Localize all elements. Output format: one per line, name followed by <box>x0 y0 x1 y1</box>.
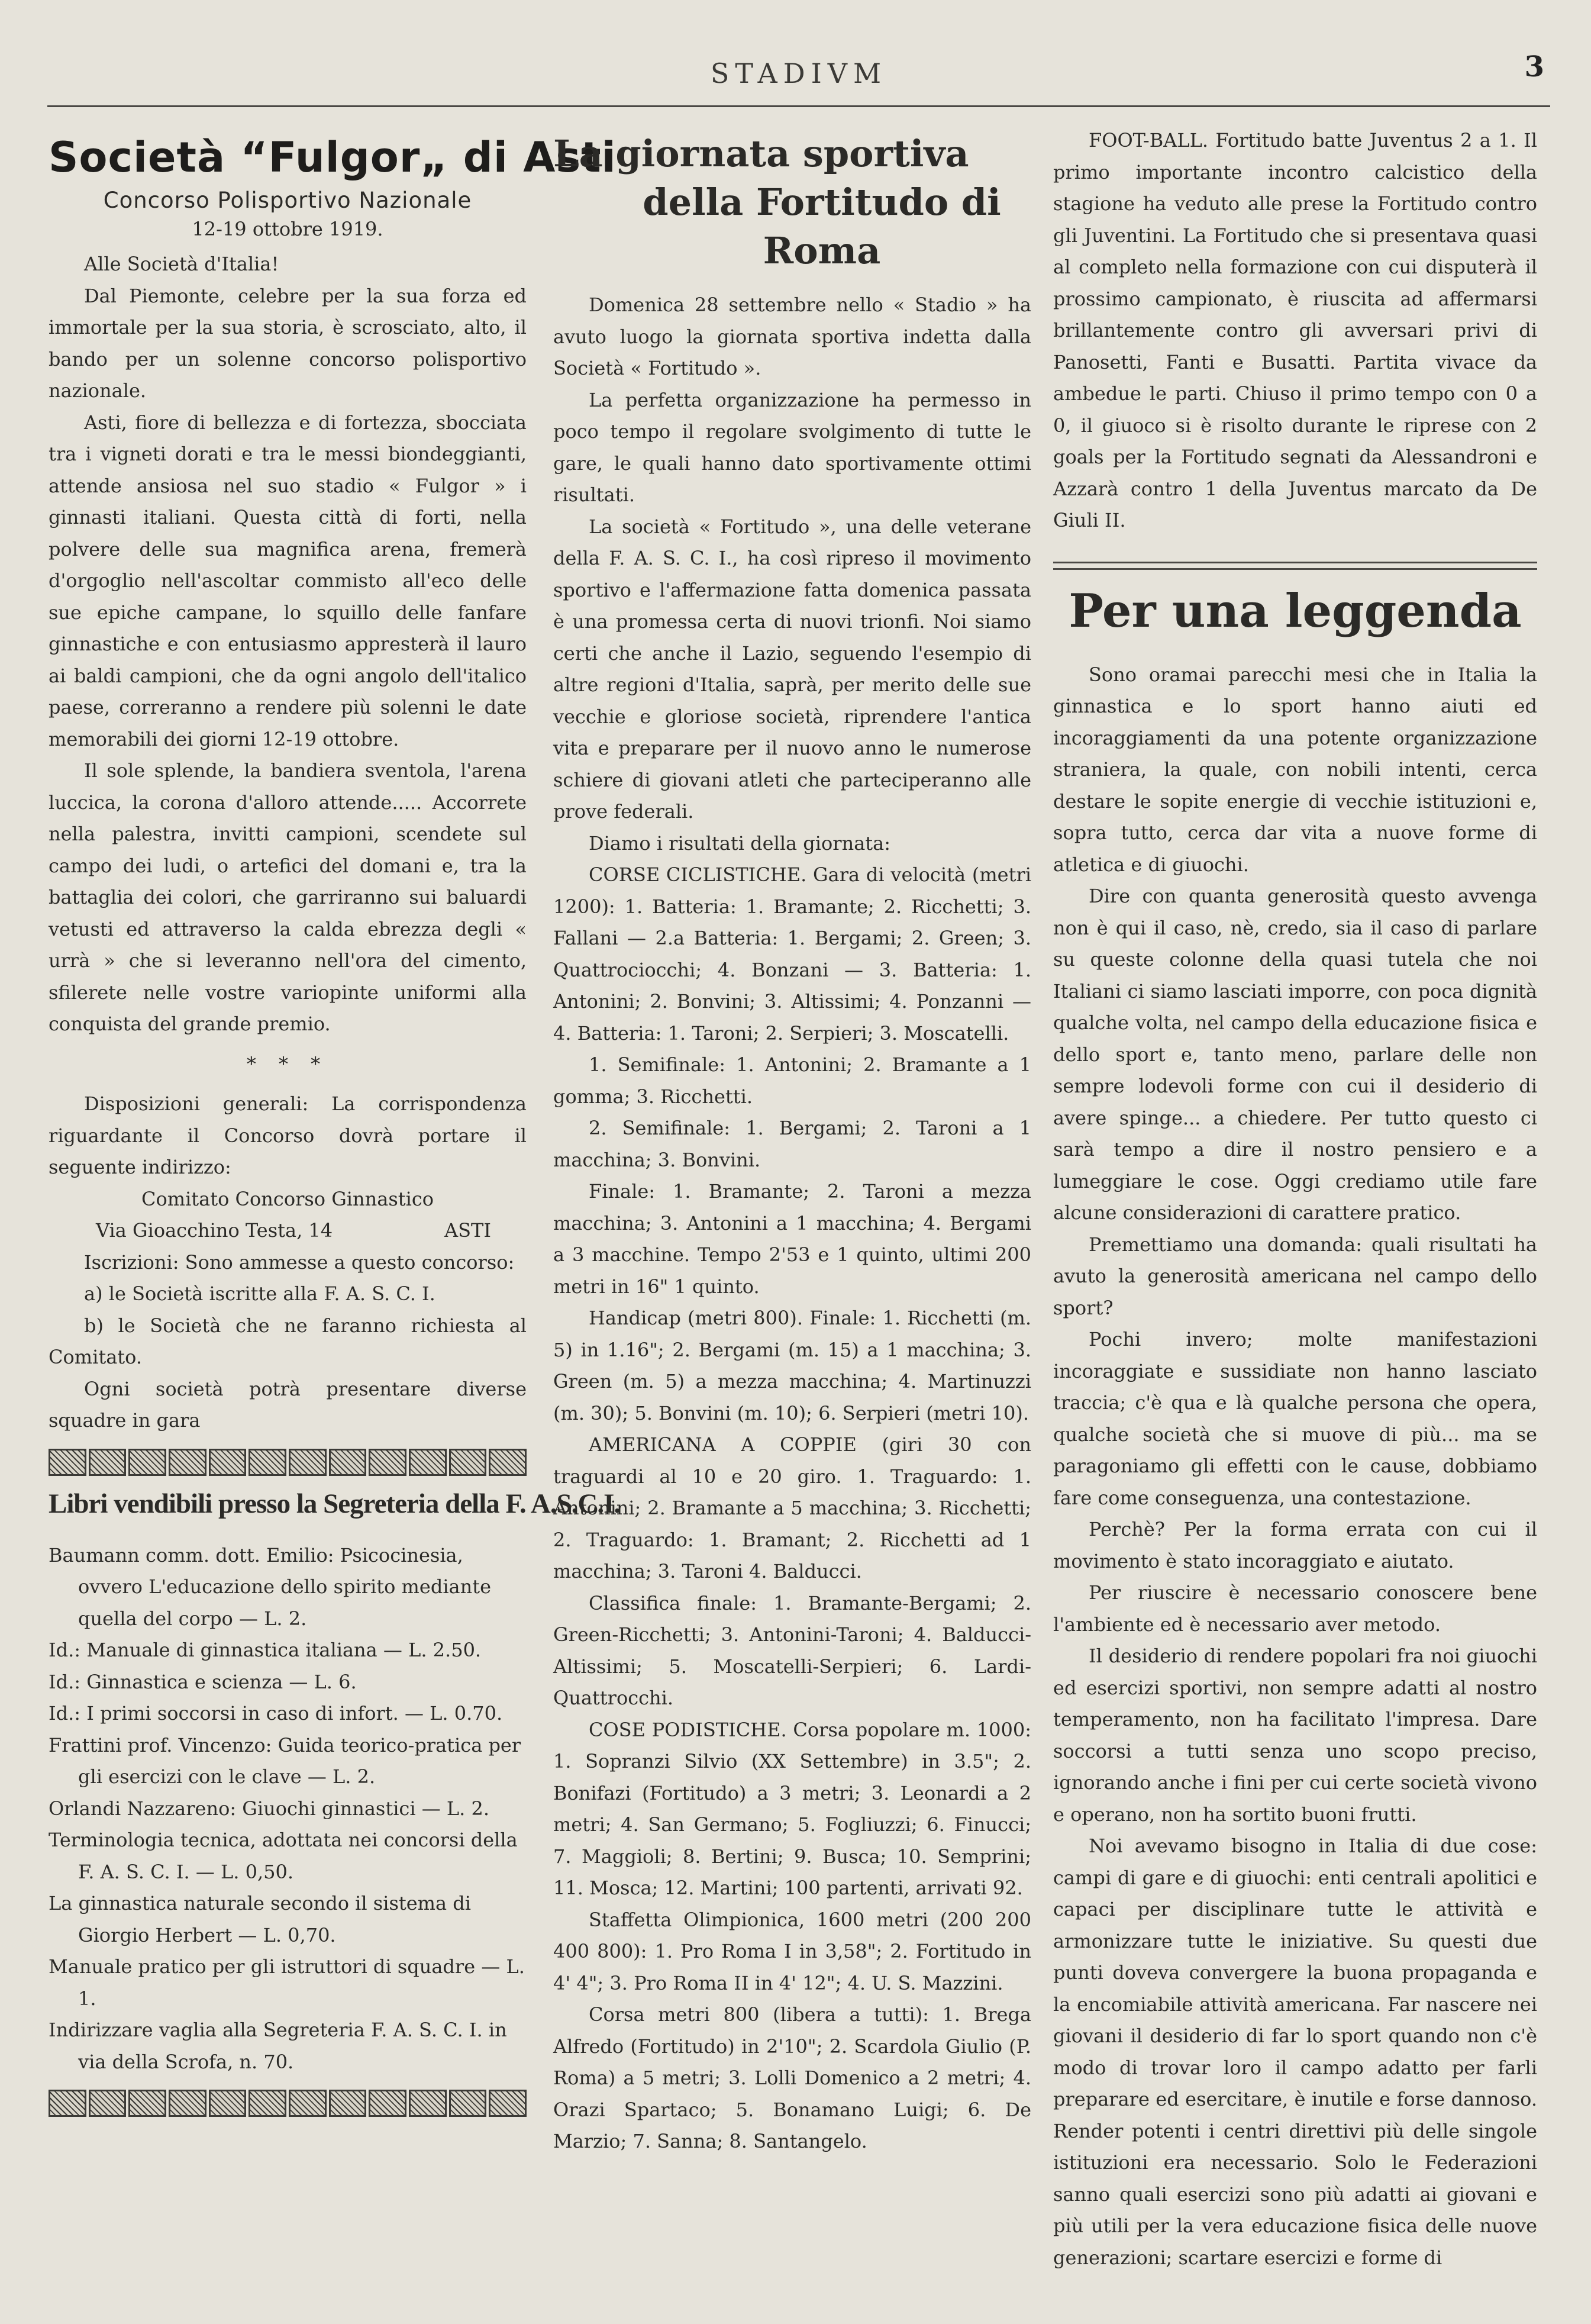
book-entry: Manuale pratico per gli istruttori di squadre — L. 1. <box>49 1955 525 2010</box>
book-entry: Id.: Manuale di ginnastica italiana — L. 2.50. <box>49 1639 482 1661</box>
paragraph: Disposizioni generali: La corrispondenza riguardante il Concorso dovrà portare il seguente indirizzo: <box>49 1092 527 1178</box>
paragraph: Per riuscire è necessario conoscere bene l'ambiente ed è necessario aver metodo. <box>1053 1581 1537 1636</box>
paragraph: Premettiamo una domanda: quali risultati ha avuto la generosità americana nel campo dello sport? <box>1053 1233 1537 1319</box>
paragraph: Domenica 28 settembre nello « Stadio » ha avuto luogo la giornata sportiva indetta dalla Società « Fortitudo ». <box>553 294 1031 379</box>
article-title-fulgor: Società “Fulgor„ di Asti <box>49 133 617 182</box>
paragraph: a) le Società iscritte alla F. A. S. C. I. <box>84 1282 435 1305</box>
book-entry: Id.: I primi soccorsi in caso di infort. — L. 0.70. <box>49 1702 503 1725</box>
book-entry: La ginnastica naturale secondo il sistema di Giorgio Herbert — L. 0,70. <box>49 1892 471 1946</box>
divider <box>1053 562 1537 563</box>
books-title: Libri vendibili presso la Segreteria della F. A.S.C.I. <box>49 1488 621 1519</box>
book-entry: Baumann comm. dott. Emilio: Psicocinesia, ovvero L'educazione dello spirito mediante quella del corpo — L. 2. <box>49 1543 492 1630</box>
paragraph: AMERICANA A COPPIE (giri 30 con traguardi al 10 e 20 giro. 1. Traguardo: 1. Antonini; 2. Bramante a 5 macchina; 3. Ricchetti; 2. Traguardo: 1. Bramant; 2. Ricchetti ad 1 macchina; 3. Taroni 4. Balducci. <box>553 1433 1031 1582</box>
title-line: della Fortitudo di Roma <box>643 180 1001 272</box>
title-line: La giornata sportiva <box>553 132 969 175</box>
books-list <box>49 1540 527 2078</box>
column-right <box>1053 115 1537 2274</box>
header-rule <box>47 105 1550 107</box>
paragraph: b) le Società che ne faranno richiesta al Comitato. <box>49 1314 527 1368</box>
address-line: Comitato Concorso Ginnastico <box>141 1187 434 1210</box>
paragraph: Alle Società d'Italia! <box>84 253 279 275</box>
page-header <box>47 50 1550 98</box>
book-entry: Orlandi Nazzareno: Giuochi ginnastici — L. 2. <box>49 1797 490 1820</box>
paragraph: COSE PODISTICHE. Corsa popolare m. 1000: 1. Sopranzi Silvio (XX Settembre) in 3.5"; 2. Bonifazi (Fortitudo) a 3 metri; 3. Leonardi a 2 metri; 4. San Germano; 5. Fogliuzzi; 6. Finucci; 7. Maggioli; 8. Bertini; 9. Busca; 10. Semprini; 11. Mosca; 12. Martini; 100 partenti, arrivati 92. <box>553 1718 1031 1899</box>
paragraph: Perchè? Per la forma errata con cui il movimento è stato incoraggiato e aiutato. <box>1053 1518 1537 1572</box>
paragraph: Asti, fiore di bellezza e di fortezza, sbocciata tra i vigneti dorati e tra le messi biondeggianti, attende ansiosa nel suo stadio « Fulgor » i ginnasti italiani. Questa città di forti, nella polvere delle sua magnifica arena, fremerà d'orgoglio nell'ascoltar commisto all'eco delle sue epiche campane, lo squillo delle fanfare ginnastiche e con entusiasmo appresterà il lauro ai baldi campioni, che da ogni angolo dell'italico paese, correranno a rendere più solenni le date memorabili dei giorni 12-19 ottobre. <box>49 411 527 750</box>
paragraph: CORSE CICLISTICHE. Gara di velocità (metri 1200): 1. Batteria: 1. Bramante; 2. Ricchetti; 3. Fallani — 2.a Batteria: 1. Bergami; 2. Green; 3. Quattrociocchi; 4. Bonzani — 3. Batteria: 1. Antonini; 2. Bonvini; 3. Altissimi; 4. Ponzanni — 4. Batteria: 1. Taroni; 2. Serpieri; 3. Moscatelli. <box>553 863 1031 1045</box>
article-subtitle: Concorso Polisportivo Nazionale <box>103 188 472 213</box>
paragraph: Handicap (metri 800). Finale: 1. Ricchetti (m. 5) in 1.16"; 2. Bergami (m. 15) a 1 macchina; 3. Green (m. 5) a mezza macchina; 4. Martinuzzi (m. 30); 5. Bonvini (m. 10); 6. Serpieri (metri 10). <box>553 1307 1031 1424</box>
paragraph: Ogni società potrà presentare diverse squadre in gara <box>49 1377 527 1432</box>
page-number: 3 <box>1524 50 1544 83</box>
book-entry: Indirizzare vaglia alla Segreteria F. A. S. C. I. in via della Scrofa, n. 70. <box>49 2019 507 2073</box>
paragraph: FOOT-BALL. Fortitudo batte Juventus 2 a 1. Il primo importante incontro calcistico della stagione ha veduto alle prese la Fortitudo contro gli Juventini. La Fortitudo che si presentava quasi al completo nella formazione con cui disputerà il prossimo campionato, è riuscita ad affermarsi brillantemente contro gli avversari privi di Panosetti, Fanti e Busatti. Partita vivace da ambedue le parti. Chiuso il primo tempo con 0 a 0, il giuoco si è risolto durante le riprese con 2 goals per la Fortitudo segnati da Alessandroni e Azzarà contro 1 della Juventus marcato da De Giuli II. <box>1053 129 1537 531</box>
paragraph: Staffetta Olimpionica, 1600 metri (200 200 400 800): 1. Pro Roma I in 3,58"; 2. Fortitudo in 4' 4"; 3. Pro Roma II in 4' 12"; 4. U. S. Mazzini. <box>553 1908 1031 1994</box>
column-middle <box>553 115 1031 2158</box>
paragraph: Il desiderio di rendere popolari fra noi giuochi ed esercizi sportivi, non sempre adatti al nostro temperamento, non ha facilitato l'impresa. Dare soccorsi a tutti senza uno scopo preciso, ignorando anche i fini per cui certe società vivono e operano, non ha sortito buoni frutti. <box>1053 1645 1537 1826</box>
paragraph: La perfetta organizzazione ha permesso in poco tempo il regolare svolgimento di tutte le gare, le quali hanno dato sportivamente ottimi risultati. <box>553 388 1031 506</box>
article-title-leggenda: Per una leggenda <box>1069 584 1522 638</box>
section-separator: * * * <box>246 1052 329 1075</box>
paragraph: Dire con quanta generosità questo avvenga non è qui il caso, nè, credo, sia il caso di parlare su queste colonne della quasi tutela che noi Italiani ci siamo lasciati imporre, con poca dignità qualche volta, nel campo della educazione fisica e dello sport e, tanto meno, parlare delle non sempre lodevoli forme con cui il desiderio di avere spinge... a chiedere. Per tutto questo ci sarà tempo a dire il nostro pensiero e a lumeggiare le cose. Oggi crediamo utile fare alcune considerazioni di carattere pratico. <box>1053 885 1537 1224</box>
paragraph: Pochi invero; molte manifestazioni incoraggiate e sussidiate non hanno lasciato traccia; c'è qua e là qualche persona che opera, qualche società che si muove di più... ma se paragoniamo gli effetti con le cause, dobbiamo fare come conseguenza, una contestazione. <box>1053 1328 1537 1509</box>
book-entry: Terminologia tecnica, adottata nei concorsi della F. A. S. C. I. — L. 0,50. <box>49 1829 518 1883</box>
running-title: STADIVM <box>710 57 888 89</box>
paragraph: Iscrizioni: Sono ammesse a questo concorso: <box>84 1250 515 1274</box>
article-title-giornata <box>553 130 1031 275</box>
book-entry: Id.: Ginnastica e scienza — L. 6. <box>49 1670 357 1693</box>
paragraph: Dal Piemonte, celebre per la sua forza ed immortale per la sua storia, è scrosciato, alto, il bando per un solenne concorso polisportivo nazionale. <box>49 284 527 402</box>
paragraph: Corsa metri 800 (libera a tutti): 1. Brega Alfredo (Fortitudo) in 2'10"; 2. Scardola Giulio (P. Roma) a 5 metri; 3. Lolli Domenico a 2 metri; 4. Orazi Spartaco; 5. Bonamano Luigi; 6. De Marzio; 7. Sanna; 8. Santangelo. <box>553 2003 1031 2152</box>
paragraph: Noi avevamo bisogno in Italia di due cose: campi di gare e di giuochi: enti centrali apolitici e capaci per disciplinare tutte le attività e armonizzare tutte le iniziative. Su questi due punti doveva convergere la buona propaganda e la encomiabile attività americana. Far nascere nei giovani il desiderio di far lo sport quando non c'è modo di trovar loro il campo adatto per farli preparare ed esercitare, è inutile e forse dannoso. Render potenti i centri direttivi più delle singole istituzioni era necessario. Solo le Federazioni sanno quali esercizi sono più adatti ai giovani e più utili per la vera educazione fisica delle nuove generazioni; scartare esercizi e forme di <box>1053 1835 1537 2269</box>
address-line <box>49 1215 527 1247</box>
column-left <box>49 115 621 2129</box>
paragraph: 1. Semifinale: 1. Antonini; 2. Bramante a 1 gomma; 3. Ricchetti. <box>553 1053 1031 1108</box>
divider <box>1053 568 1537 570</box>
address-city: ASTI <box>444 1219 491 1242</box>
paragraph: 2. Semifinale: 1. Bergami; 2. Taroni a 1 macchina; 3. Bonvini. <box>553 1117 1031 1171</box>
paragraph: Finale: 1. Bramante; 2. Taroni a mezza macchina; 3. Antonini a 1 macchina; 4. Bergami a 3 macchine. Tempo 2'53 e 1 quinto, ultimi 200 metri in 16" 1 quinto. <box>553 1180 1031 1298</box>
book-entry: Frattini prof. Vincenzo: Guida teorico-pratica per gli esercizi con le clave — L. 2. <box>49 1733 521 1788</box>
address-street: Via Gioacchino Testa, 14 <box>96 1219 333 1242</box>
ornament-border <box>49 1449 527 1476</box>
paragraph: Diamo i risultati della giornata: <box>589 831 890 855</box>
paragraph: Il sole splende, la bandiera sventola, l'arena luccica, la corona d'alloro attende..... Accorrete nella palestra, invitti campioni, scendete sul campo dei ludi, o artefici del domani e, tra la battaglia dei colori, che garriranno sui baluardi vetusti ed attraverso la calda ebrezza degli « urrà » che si leveranno nell'ora del cimento, sfilerete nelle vostre variopinte uniformi alla conquista del grande premio. <box>49 759 527 1035</box>
paragraph: Sono oramai parecchi mesi che in Italia la ginnastica e lo sport hanno aiuti ed incoraggiamenti da una potente organizzazione straniera, la quale, con nobili intenti, cerca destare le sopite energie di vecchie istituzioni e, sopra tutto, cerca dar vita a nuove forme di atletica e di giuochi. <box>1053 663 1537 876</box>
paragraph: La società « Fortitudo », una delle veterane della F. A. S. C. I., ha così ripreso il movimento sportivo e l'affermazione fatta domenica passata è una promessa certa di nuovi trionfi. Noi siamo certi che anche il Lazio, seguendo l'esempio di altre regioni d'Italia, saprà, per merito delle sue vecchie e gloriose società, riprendere l'antica vita e preparare per il nuovo anno le numerose schiere di giovani atleti che parteciperanno alle prove federali. <box>553 515 1031 823</box>
ornament-border <box>49 2090 527 2117</box>
paragraph: Classifica finale: 1. Bramante-Bergami; 2. Green-Ricchetti; 3. Antonini-Taroni; 4. Balducci-Altissimi; 5. Moscatelli-Serpieri; 6. Lardi-Quattrocchi. <box>553 1591 1031 1709</box>
dateline: 12-19 ottobre 1919. <box>192 218 383 240</box>
